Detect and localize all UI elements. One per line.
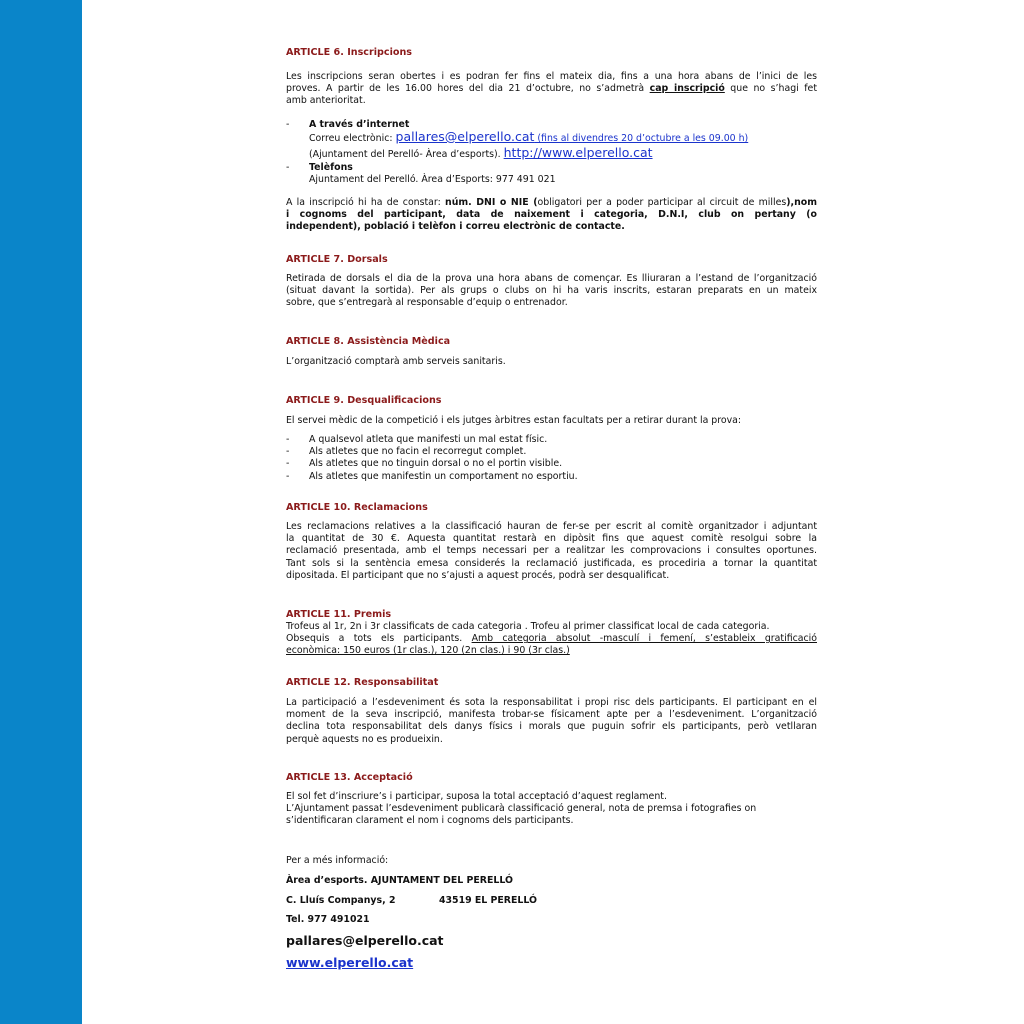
- phones-label: Telèfons: [309, 162, 353, 173]
- list-dash: -: [286, 434, 290, 445]
- text-line: independent), població i telèfon i correu electrònic de contacte.: [286, 221, 625, 233]
- article-7-paragraph: [286, 273, 817, 310]
- list-dash: -: [286, 162, 290, 173]
- text-line: i cognoms del participant, data de naixement i categoria, D.N.I, club on pertany (o: [286, 209, 817, 221]
- email-line: [286, 131, 817, 145]
- text-line: dipositada. El participant que no s’ajusti a aquest procés, podrà ser desqualificat.: [286, 569, 670, 581]
- list-item-text: A qualsevol atleta que manifesti un mal estat físic.: [309, 434, 548, 445]
- article-10-heading: ARTICLE 10. Reclamacions: [286, 502, 428, 513]
- text-line: reclamació presentada, amb el temps necessari per a realitzar les comprovacions i consultes oportunes.: [286, 545, 817, 557]
- list-item-text: Als atletes que no facin el recorregut complet.: [309, 446, 527, 458]
- text-span: obligatori per a poder participar al circuit de milles: [537, 197, 787, 208]
- article-6-paragraph-1: [286, 71, 817, 108]
- email-link[interactable]: pallares@elperello.cat: [395, 129, 535, 144]
- article-6-paragraph-2: [286, 197, 817, 234]
- text-line: Tant sols si la sentència emesa considerés la reclamació justificada, es procediria a tornar la quantitat: [286, 557, 817, 569]
- article-9-heading: ARTICLE 9. Desqualificacions: [286, 395, 442, 406]
- phones-item: [286, 162, 817, 174]
- list-item: [286, 434, 817, 446]
- article-9-intro: El servei mèdic de la competició i els jutges àrbitres estan facultats per a retirar durant la prova:: [286, 415, 742, 426]
- article-12-paragraph: [286, 697, 817, 746]
- text-line: moment de la seva inscripció, manifesta trobar-se físicament apte per a l’esdeveniment. L’organització: [286, 709, 817, 721]
- text-line: declina tota responsabilitat dels danys físics i morals que puguin sofrir els participants, però vetllaran: [286, 721, 817, 733]
- article-11-heading: ARTICLE 11. Premis: [286, 609, 392, 620]
- list-item: [286, 458, 817, 470]
- text-span: proves. A partir de les 16.00 hores del dia 21 d’octubre, no s’admetrà: [286, 83, 650, 95]
- text-line: (situat davant la sortida). Per als grups o clubs on hi ha varis inscrits, estaran preparats en un mateix: [286, 285, 817, 297]
- contact-email[interactable]: pallares@elperello.cat: [286, 933, 444, 948]
- text-line: perquè aquests no es produeixin.: [286, 733, 443, 745]
- article-12-heading: ARTICLE 12. Responsabilitat: [286, 677, 439, 688]
- list-dash: -: [286, 470, 290, 482]
- contact-phone: Tel. 977 491021: [286, 914, 370, 925]
- text-span: que no s’hagi fet: [724, 83, 817, 95]
- text-line: s’identificaran clarament el nom i cognoms dels participants.: [286, 815, 574, 827]
- text-line: [286, 633, 817, 645]
- email-deadline-note: (fins al divendres 20 d’octubre a les 09.00 h): [534, 133, 749, 144]
- text-line: Les reclamacions relatives a la classificació hauran de fer-se per escrit al comitè organitzador i adjuntant: [286, 521, 817, 532]
- phones-line: [286, 174, 817, 186]
- list-dash: -: [286, 446, 290, 458]
- internet-label: A través d’internet: [309, 119, 410, 130]
- article-9-list: [286, 434, 817, 483]
- text-line: la quantitat de 30 €. Aquesta quantitat restarà en dipòsit fins que aquest comitè resolgui sobre la: [286, 533, 817, 545]
- text-line: sobre, que s’entregarà al responsable d’equip o entrenador.: [286, 297, 568, 309]
- text-line: L’Ajuntament passat l’esdeveniment publicarà classificació general, nota de premsa i fotografies on: [286, 803, 757, 815]
- text-line: Retirada de dorsals el dia de la prova una hora abans de començar. Es lliuraran a l’estand de l’organització: [286, 273, 817, 284]
- text-line: El sol fet d’inscriure’s i participar, suposa la total acceptació d’aquest reglament.: [286, 791, 667, 802]
- list-item: [286, 446, 817, 458]
- article-8-heading: ARTICLE 8. Assistència Mèdica: [286, 336, 451, 347]
- web-line: [286, 147, 817, 161]
- text-line: amb anterioritat.: [286, 95, 366, 107]
- contact-address: [286, 895, 817, 907]
- article-13-paragraph: [286, 791, 817, 828]
- text-line: La participació a l’esdeveniment és sota la responsabilitat i propi risc dels participants. El participant en el: [286, 697, 817, 708]
- contact-intro: Per a més informació:: [286, 855, 389, 866]
- article-8-paragraph: L’organització comptarà amb serveis sanitaris.: [286, 356, 506, 367]
- list-dash: -: [286, 458, 290, 470]
- ajuntament-label: (Ajuntament del Perelló- Àrea d’esports).: [309, 149, 504, 160]
- phone-number: Ajuntament del Perelló. Àrea d’Esports: 977 491 021: [309, 174, 556, 185]
- website-link[interactable]: http://www.elperello.cat: [503, 145, 653, 160]
- contact-street: C. Lluís Companys, 2: [286, 895, 396, 906]
- list-item: [286, 471, 817, 483]
- text-span: núm. DNI o NIE (: [445, 197, 538, 208]
- article-10-paragraph: [286, 521, 817, 582]
- contact-postal: 43519 EL PERELLÓ: [439, 895, 538, 906]
- article-11-paragraph: [286, 621, 817, 658]
- list-dash: -: [286, 119, 290, 130]
- article-6-heading: ARTICLE 6. Inscripcions: [286, 47, 412, 58]
- internet-registration-item: [286, 119, 817, 131]
- text-line: Trofeus al 1r, 2n i 3r classificats de cada categoria . Trofeu al primer classificat local de cada categoria.: [286, 621, 770, 632]
- contact-area: Àrea d’esports. AJUNTAMENT DEL PERELLÓ: [286, 875, 513, 886]
- list-item-text: Als atletes que manifestin un comportament no esportiu.: [309, 470, 578, 482]
- text-line: [286, 83, 817, 95]
- text-span: A la inscripció hi ha de constar:: [286, 197, 446, 208]
- text-line: [286, 197, 817, 209]
- article-13-heading: ARTICLE 13. Acceptació: [286, 772, 413, 783]
- list-item-text: Als atletes que no tinguin dorsal o no el portin visible.: [309, 458, 563, 470]
- contact-website-link[interactable]: www.elperello.cat: [286, 955, 414, 970]
- email-label: Correu electrònic:: [309, 133, 396, 144]
- text-span: Obsequis a tots els participants.: [286, 633, 472, 645]
- cap-inscripcio-emphasis: cap inscripció: [649, 83, 725, 95]
- text-span: ),nom: [786, 197, 817, 208]
- left-blue-sidebar: [0, 0, 82, 1024]
- text-line: Les inscripcions seran obertes i es podran fer fins el mateix dia, fins a una hora abans de l’inici de les: [286, 71, 817, 82]
- prize-money-text: Amb categoria absolut -masculí i femení, s’estableix gratificació: [471, 633, 817, 645]
- article-7-heading: ARTICLE 7. Dorsals: [286, 254, 388, 265]
- prize-money-text: econòmica: 150 euros (1r clas.), 120 (2n clas.) i 90 (3r clas.): [286, 645, 570, 657]
